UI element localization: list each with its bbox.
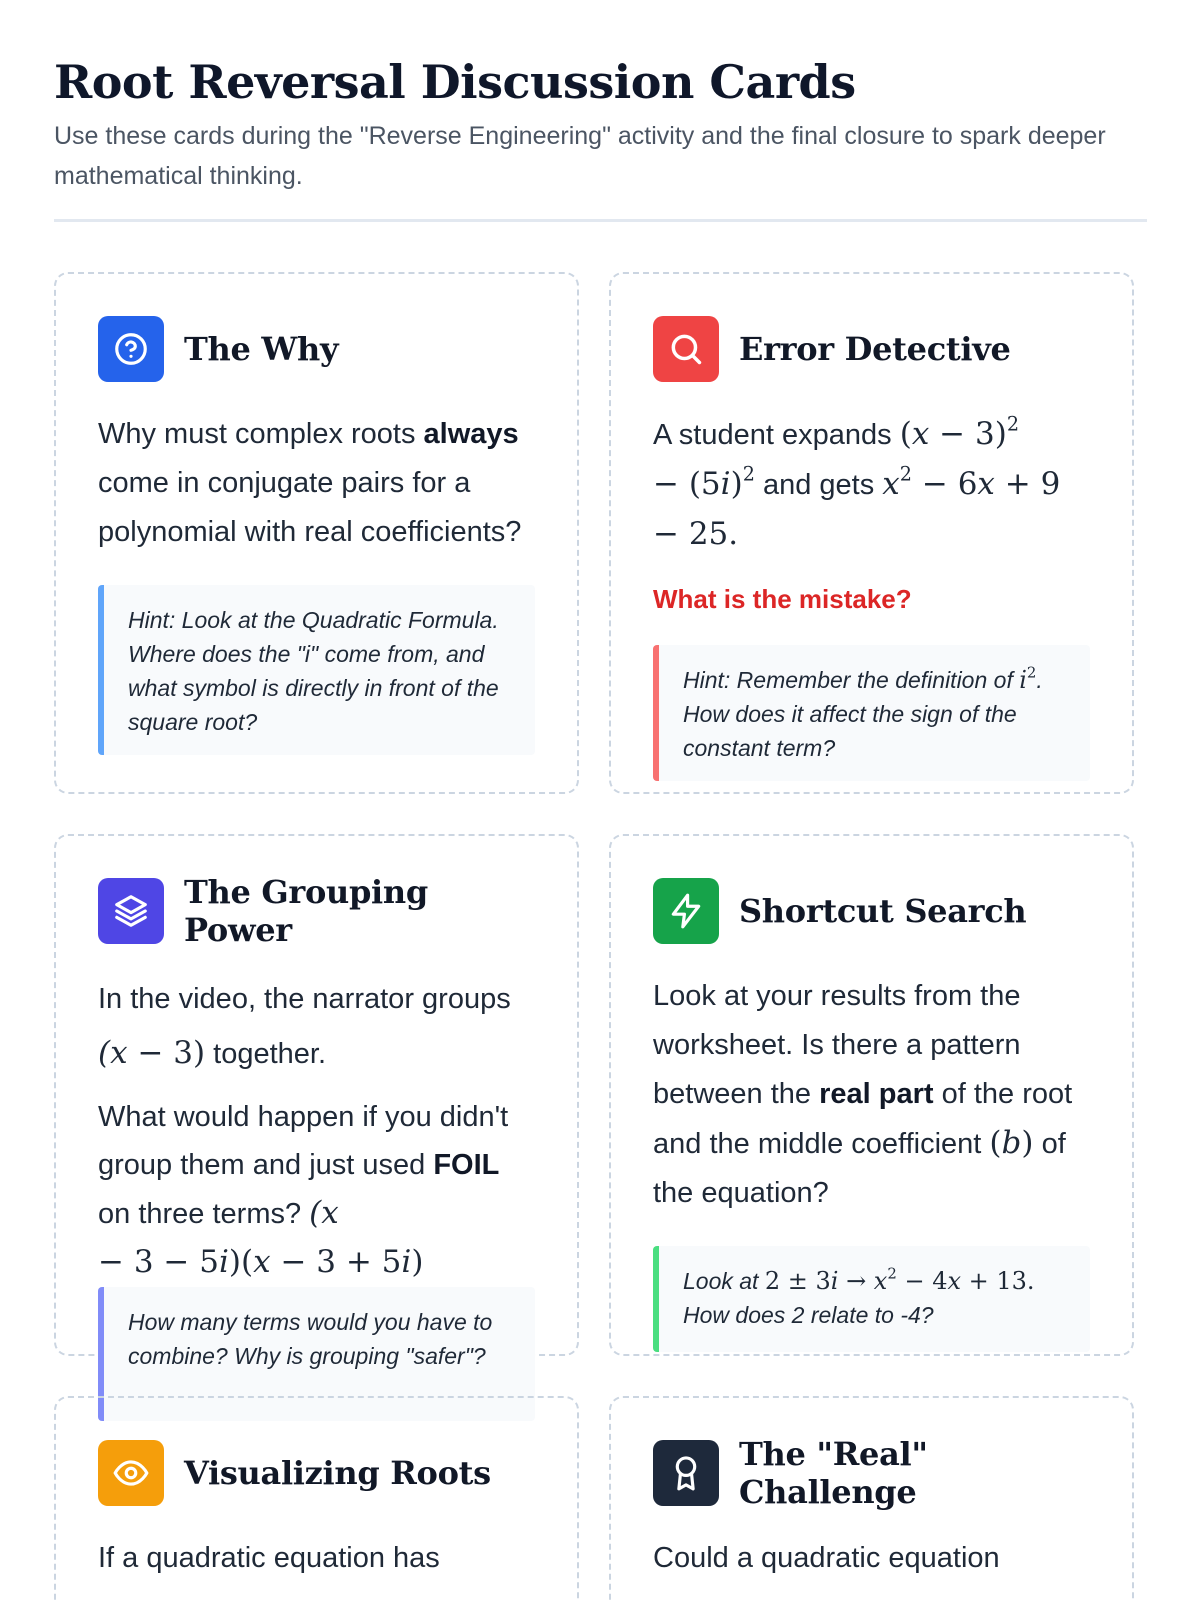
hint-box: Look at $2 \pm 3i \to x^2 - 4x + 13$. How does 2 relate to -4? <box>653 1246 1090 1352</box>
card-title: The "Real" Challenge <box>739 1435 928 1511</box>
header-divider <box>54 219 1147 222</box>
math-expression: $x^2 - 6x + 9$ − 25. <box>653 462 1061 552</box>
card-the-why <box>54 272 579 794</box>
card-error-detective <box>609 272 1134 794</box>
search-icon <box>653 316 719 382</box>
emphasis-text: real part <box>819 1078 934 1110</box>
card-question-text: Could a quadratic equation <box>653 1542 1000 1574</box>
hint-box: Hint: Look at the Quadratic Formula. Where does the "i" come from, and what symbol is directly in front of the square root? <box>98 585 535 755</box>
card-question-text: Look at your results from the worksheet. Is there a pattern between the real part of the root and the middle coefficient (b) of the equation? <box>653 980 1073 1209</box>
hint-box: How many terms would you have to combine? Why is grouping "safer"? <box>98 1287 535 1421</box>
card-followup-text: What would happen if you didn't group them and just used FOIL on three terms? (x − 3 − 5i)(x − 3 + 5i) <box>98 1101 509 1280</box>
hint-box: Hint: Remember the definition of $i^2$. How does it affect the sign of the constant term? <box>653 645 1090 781</box>
eye-icon <box>98 1440 164 1506</box>
page-title: Root Reversal Discussion Cards <box>54 55 856 109</box>
card-question-text: If a quadratic equation has <box>98 1542 440 1574</box>
layers-icon <box>98 878 164 944</box>
card-real-challenge <box>609 1396 1134 1600</box>
question-circle-icon <box>98 316 164 382</box>
award-icon <box>653 1440 719 1506</box>
emphasis-text: FOIL <box>433 1149 500 1181</box>
emphasis-text: always <box>423 418 519 450</box>
card-visualizing-roots <box>54 1396 579 1600</box>
lightning-icon <box>653 878 719 944</box>
card-title: Visualizing Roots <box>184 1454 491 1492</box>
page-subtitle: Use these cards during the "Reverse Engineering" activity and the final closure to spark deeper mathematical thinking. <box>54 122 1106 190</box>
card-title: The Why <box>184 330 339 368</box>
card-title: Error Detective <box>739 330 1011 368</box>
card-title: Shortcut Search <box>739 892 1027 930</box>
card-prompt: What is the mistake? <box>653 584 912 614</box>
card-shortcut-search <box>609 834 1134 1356</box>
card-question-text: Why must complex roots always come in conjugate pairs for a polynomial with real coefficients? <box>98 418 522 548</box>
card-question-text: A student expands $(x - 3)^2$ − $(5i)^2$ and gets $x^2 - 6x + 9$ − 25. <box>653 412 1061 552</box>
card-title: The Grouping Power <box>184 873 428 949</box>
math-expression: $(x - 3)^2$ − $(5i)^2$ <box>653 412 1020 502</box>
card-grouping-power <box>54 834 579 1369</box>
card-question-text: In the video, the narrator groups (x − 3) together. <box>98 983 511 1071</box>
